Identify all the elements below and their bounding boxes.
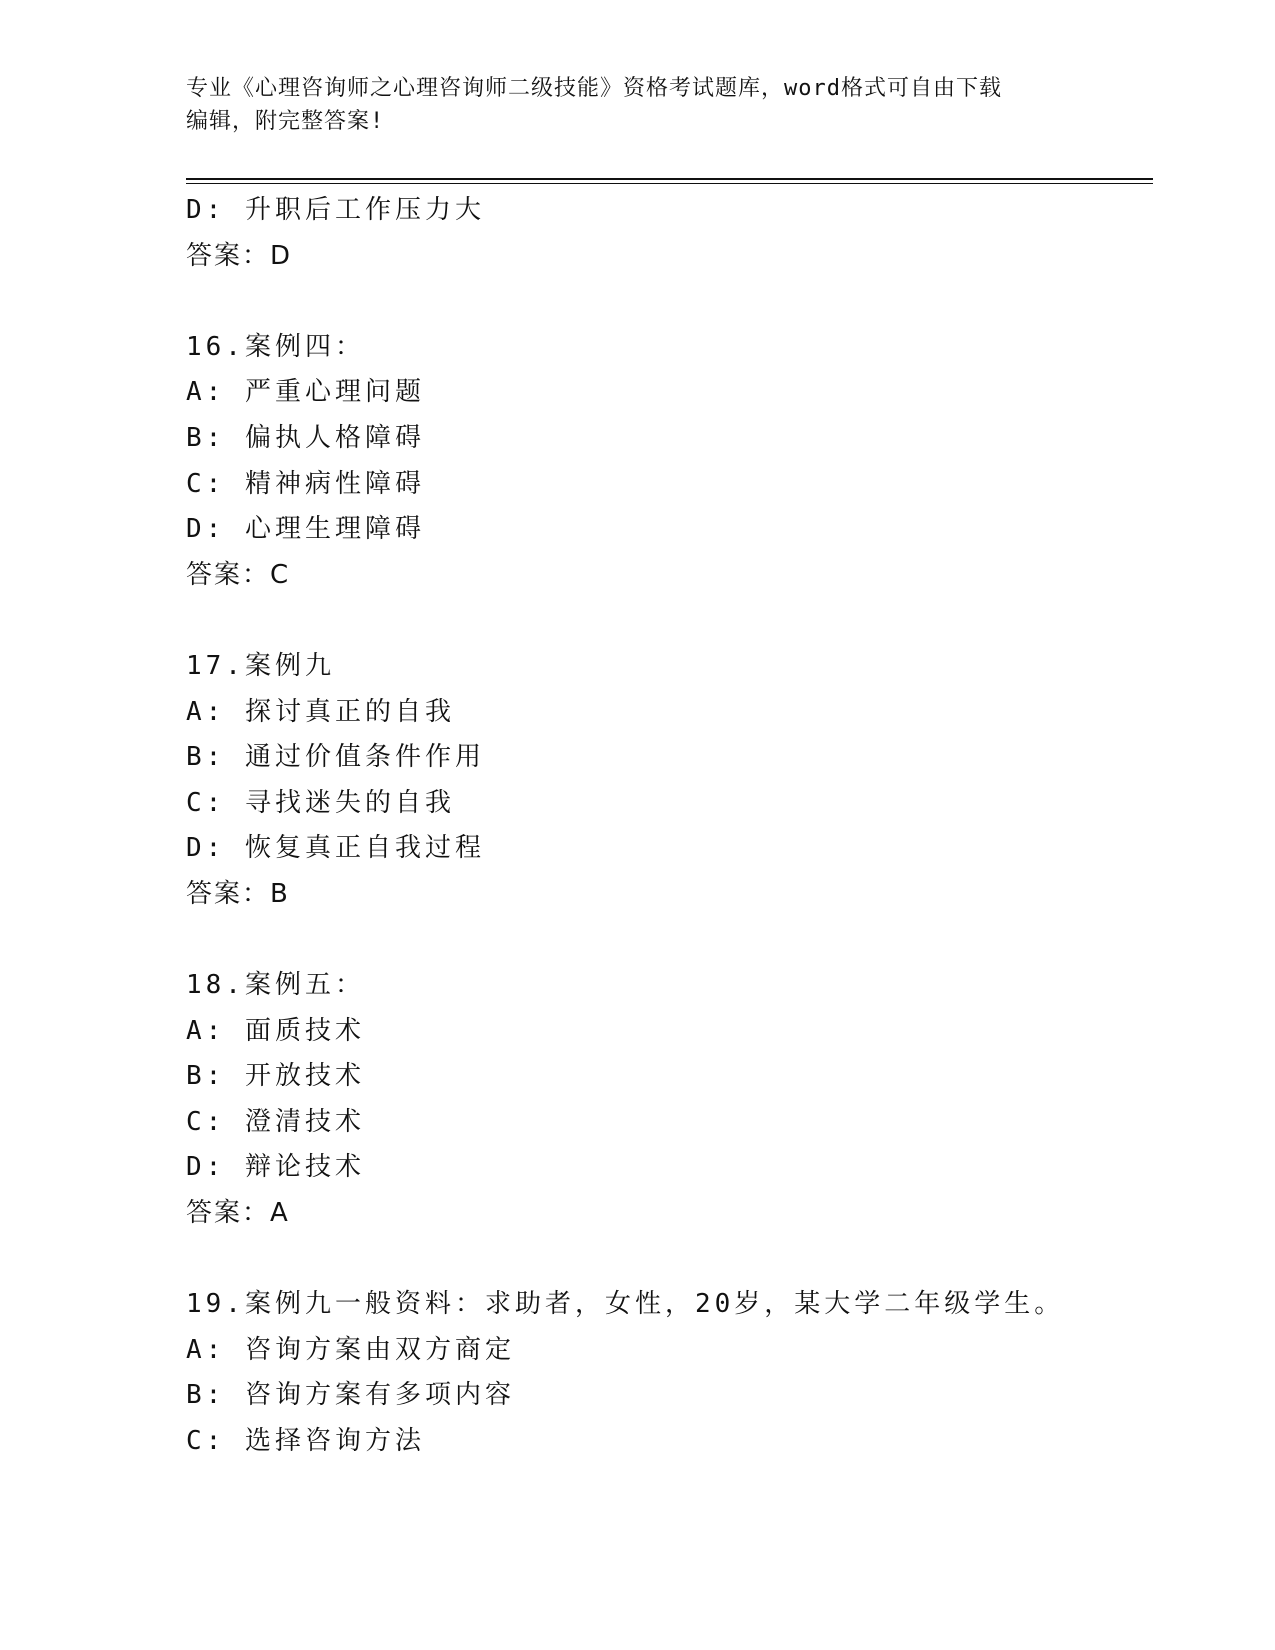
answer: 答案：B xyxy=(186,878,290,909)
question-stem: 17.案例九 xyxy=(186,650,335,681)
question-stem: 16.案例四： xyxy=(186,331,365,362)
option-d: D: 恢复真正自我过程 xyxy=(186,833,485,864)
answer: 答案：A xyxy=(186,1198,290,1229)
option-c: C: 澄清技术 xyxy=(186,1106,365,1137)
question-19 xyxy=(186,1282,1146,1464)
option-d: D: 升职后工作压力大 xyxy=(186,195,485,225)
spacer xyxy=(186,1237,1146,1283)
option-d: D: 辩论技术 xyxy=(186,1152,365,1183)
question-16 xyxy=(186,325,1146,599)
question-stem: 18.案例五： xyxy=(186,970,365,1001)
option-a: A: 严重心理问题 xyxy=(186,377,425,408)
header-line-1: 专业《心理咨询师之心理咨询师二级技能》资格考试题库，word格式可自由下载 xyxy=(186,76,1002,101)
option-b: B: 通过价值条件作用 xyxy=(186,742,485,773)
option-a: A: 面质技术 xyxy=(186,1015,365,1046)
option-a: A: 咨询方案由双方商定 xyxy=(186,1334,515,1365)
spacer xyxy=(186,918,1146,964)
option-c: C: 精神病性障碍 xyxy=(186,468,425,499)
header-line-2: 编辑，附完整答案! xyxy=(186,109,385,134)
option-c: C: 选择咨询方法 xyxy=(186,1426,425,1457)
option-b: B: 偏执人格障碍 xyxy=(186,422,425,453)
question-18 xyxy=(186,963,1146,1237)
option-a: A: 探讨真正的自我 xyxy=(186,696,455,727)
answer: 答案：D xyxy=(186,240,293,271)
option-c: C: 寻找迷失的自我 xyxy=(186,787,455,818)
header-rule-thin xyxy=(186,183,1153,184)
question-stem: 19.案例九一般资料：求助者，女性，20岁，某大学二年级学生。 xyxy=(186,1289,1065,1320)
option-d: D: 心理生理障碍 xyxy=(186,514,425,545)
question-17 xyxy=(186,644,1146,918)
question-list xyxy=(186,188,1146,1465)
document-header xyxy=(186,72,1086,138)
spacer xyxy=(186,279,1146,325)
option-b: B: 咨询方案有多项内容 xyxy=(186,1380,515,1411)
header-rule-thick xyxy=(186,178,1153,180)
answer: 答案：C xyxy=(186,559,291,590)
spacer xyxy=(186,598,1146,644)
option-b: B: 开放技术 xyxy=(186,1061,365,1092)
